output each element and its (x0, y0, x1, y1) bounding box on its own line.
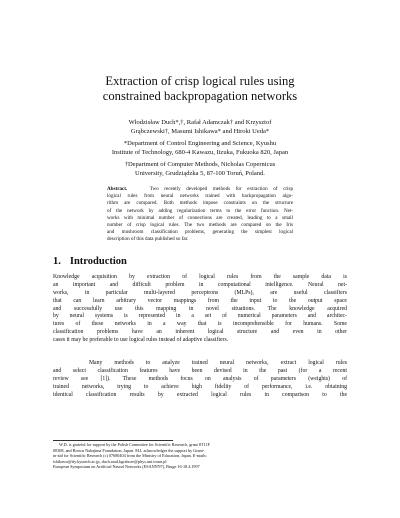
footnote-line: ishikawa@tfy.kyutech.ac.jp, duch,raad,kgrabcze@phys.uni.torun.pl (53, 458, 167, 464)
affiliation-line: †Department of Computer Methods, Nicholas Copernicus (124, 161, 276, 168)
abstract-line: description of this data published so far. (107, 236, 189, 243)
footnote-line: W.D. is grateful for support by the Polish Committee for Scientific Research, grant 8T11F (59, 442, 210, 447)
body-line: identical classification results by extracted logical rules in comparison to the (53, 391, 347, 398)
body-line: that can learn arbitrary vector mappings from the input to the output space (53, 297, 347, 304)
author-list (60, 118, 340, 136)
paragraph-methods (53, 360, 347, 399)
affiliation-line: University, Grudziądzka 5, 87-100 Toruń, Poland. (135, 170, 265, 177)
author-line: Grąbczewski†, Masumi Ishikawa* and Hiroki Ueda* (130, 128, 270, 135)
body-line: Knowledge acquisition by extraction of logical rules from the sample data is (53, 274, 347, 280)
author-line: Włodzisław Duch*,†, Rafał Adamczak† and Krzysztof (128, 119, 272, 126)
body-line: classification problems have an inherent logical structure and even in other (53, 329, 347, 336)
paragraph-intro (53, 274, 347, 345)
footnote (53, 442, 347, 470)
abstract-line: and mushroom classification problems, generating the simplest logical (107, 229, 293, 236)
section-number: 1. (53, 256, 61, 267)
title-line: Extraction of crisp logical rules using (105, 74, 295, 88)
body-line: works, in particular multi-layered perceptrons (MLPs), are useful classifiers (53, 289, 347, 296)
body-line: and successfully use this mapping in novel situations. The knowledge acquired (53, 305, 347, 312)
abstract-line: of the network by adding regularization terms to the error function. Net- (107, 207, 293, 214)
body-line-text: Many methods to analyze trained neural networks, extract logical rules (88, 360, 347, 366)
body-line (53, 360, 347, 368)
section-heading (53, 256, 127, 267)
body-line: tures of these networks in a way that is incomprehensible for humans. Some (53, 321, 347, 328)
affiliation-line: Institute of Technology, 680-4 Kawazu, Iizuka, Fukuoka 820, Japan (111, 149, 289, 156)
body-line: review see [1]). These methods focus on analysis of parameters (weights) of (53, 375, 347, 382)
affiliation-torun (60, 160, 340, 178)
title-line: constrained backpropagation networks (102, 89, 298, 103)
body-line: an important and difficult problem in computational intelligence. Neural net- (53, 281, 347, 288)
abstract-label: Abstract. (107, 186, 128, 192)
abstract-line: works with minimal number of connections are created, leading to a small (107, 214, 293, 221)
body-line: by neural systems is represented in a set of numerical parameters and architec- (53, 313, 347, 320)
footnote-divider (53, 440, 173, 441)
footnote-line: 00308, and Brown Nakajima Foundation, Japan. M.I. acknowledges the support by Grant- (53, 447, 205, 453)
abstract-line: number of crisp logical rules. The two methods are compared on the Iris (107, 222, 293, 229)
paper-title (60, 74, 340, 104)
body-line: trained networks, trying to achieve high fidelity of performance, i.e. obtaining (53, 383, 347, 390)
affiliation-kyushu (60, 139, 340, 157)
affiliation-line: *Department of Control Engineering and Science, Kyushu (123, 140, 277, 147)
abstract (107, 186, 293, 244)
footnote-line: European Symposium on Artificial Neural Networks (ESANN'97), Bruge 16-18.4.1997 (53, 464, 200, 470)
body-line: and select classification features have been devised in the past (for a recent (53, 367, 347, 374)
section-title-text: Introduction (69, 256, 127, 267)
footnote-line: in-aid for Scientific Research (c) 07680404 from the Ministry of Education, Japan. E-mails: (53, 453, 207, 459)
abstract-line: rithm are compared. Both methods impose constraints on the structure (107, 200, 293, 207)
abstract-line: logical rules from neural networks trained with backpropagation algo- (107, 193, 293, 200)
body-line: cases it may be preferable to use logical rules instead of adaptive classifiers. (53, 337, 229, 343)
abstract-line-text: Two recently developed methods for extraction of crisp (149, 186, 293, 192)
